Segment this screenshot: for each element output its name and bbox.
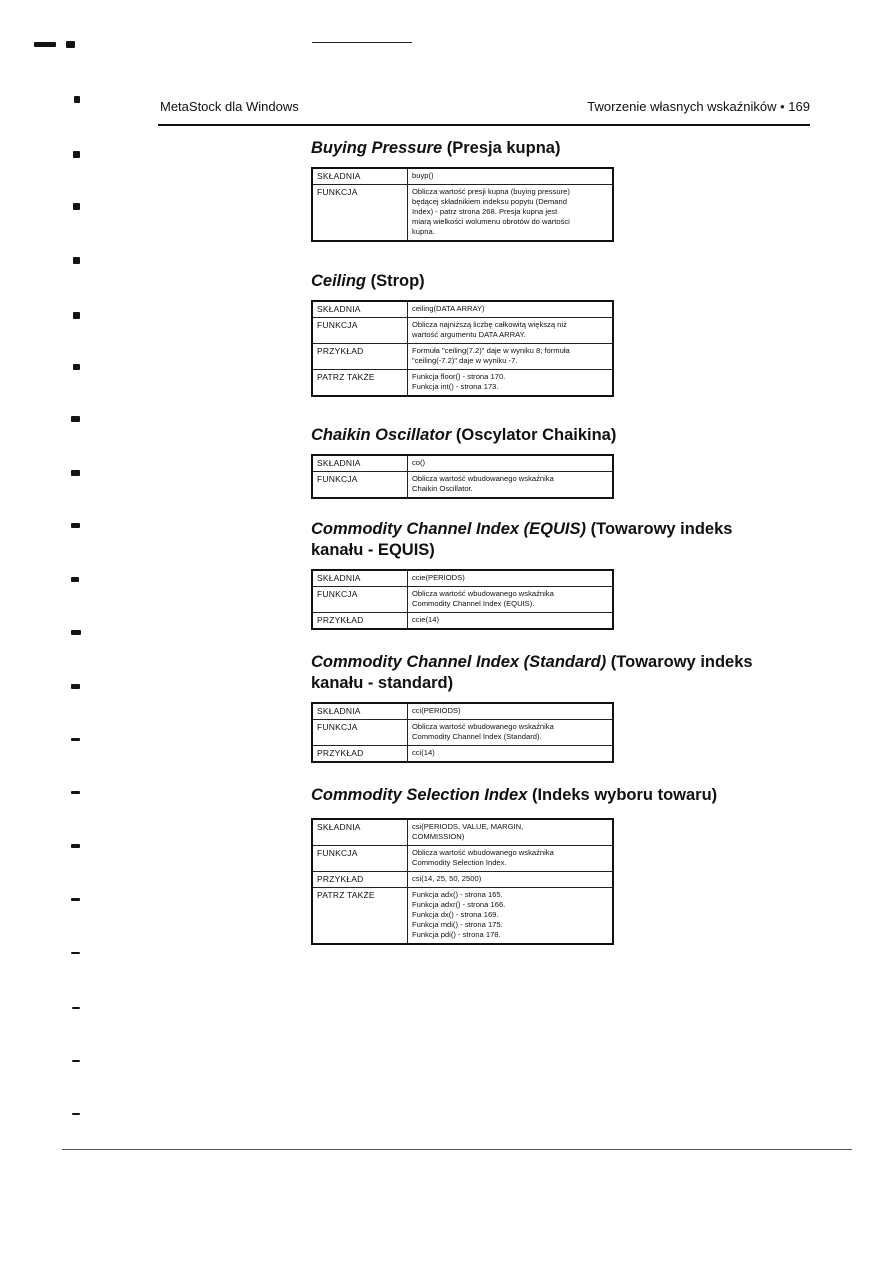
row-value-line: "ceiling(-7.2)" daje w wyniku -7. (412, 356, 518, 365)
row-value-line: Oblicza wartość wbudowanego wskaźnika (412, 848, 554, 857)
function-table (311, 569, 614, 630)
table-row (312, 570, 613, 587)
title-polish: (Oscylator Chaikina) (455, 426, 617, 444)
row-value-line: Commodity Channel Index (Standard). (412, 732, 542, 741)
title-polish: (Presja kupna) (446, 139, 561, 157)
row-label: PRZYKŁAD (312, 746, 408, 763)
row-label: PRZYKŁAD (312, 344, 408, 370)
table-row (312, 746, 613, 763)
row-value (408, 168, 614, 185)
title-polish: (Indeks wyboru towaru) (531, 786, 718, 804)
binder-hole-mark (73, 257, 80, 264)
binder-hole-mark (73, 312, 80, 319)
row-value (408, 846, 614, 872)
function-table (311, 702, 614, 763)
row-value-line: Oblicza wartość wbudowanego wskaźnika (412, 589, 554, 598)
row-value (408, 888, 614, 945)
row-value (408, 587, 614, 613)
row-label: FUNKCJA (312, 720, 408, 746)
section-chaikin-oscillator (311, 425, 781, 499)
row-label: PRZYKŁAD (312, 872, 408, 888)
row-value (408, 455, 614, 472)
section-csi (311, 785, 781, 945)
table-row (312, 720, 613, 746)
function-table (311, 167, 614, 242)
row-value-line: Funkcja adx() - strona 165. (412, 890, 503, 899)
row-value-line: Funkcja mdi() - strona 175. (412, 920, 503, 929)
row-value-line: wartość argumentu DATA ARRAY. (412, 330, 526, 339)
row-value (408, 703, 614, 720)
title-polish: (Strop) (370, 272, 425, 290)
binder-hole-mark (34, 42, 56, 47)
row-label: FUNKCJA (312, 318, 408, 344)
table-row (312, 819, 613, 846)
section-title (311, 652, 781, 694)
binder-hole-mark (71, 738, 80, 741)
row-value (408, 301, 614, 318)
section-buying-pressure (311, 138, 781, 242)
table-row (312, 587, 613, 613)
section-cci-equis (311, 519, 781, 630)
table-row (312, 318, 613, 344)
table-row (312, 613, 613, 630)
row-value-line: Funkcja dx() - strona 169. (412, 910, 499, 919)
row-value-line: COMMISSION) (412, 832, 465, 841)
title-english: Commodity Channel Index (Standard) (311, 653, 607, 671)
row-value-line: Commodity Selection Index. (412, 858, 507, 867)
row-value-line: ccie(PERIODS) (412, 573, 465, 582)
table-row (312, 185, 613, 242)
row-value-line: buyp() (412, 171, 434, 180)
row-value (408, 570, 614, 587)
binder-hole-mark (71, 577, 79, 582)
row-value (408, 344, 614, 370)
header-rule (158, 124, 810, 126)
section-title (311, 271, 781, 292)
binder-hole-mark (71, 844, 80, 848)
row-value-line: Index) - patrz strona 268. Presja kupna jest (412, 207, 558, 216)
row-value (408, 613, 614, 630)
row-label: FUNKCJA (312, 472, 408, 499)
row-value (408, 872, 614, 888)
row-label: PATRZ TAKŻE (312, 888, 408, 945)
row-label: SKŁADNIA (312, 703, 408, 720)
table-row (312, 455, 613, 472)
section-title (311, 425, 781, 446)
section-cci-standard (311, 652, 781, 763)
function-table (311, 300, 614, 397)
title-english: Ceiling (311, 272, 367, 290)
table-row (312, 344, 613, 370)
row-value-line: miarą wielkości wolumenu obrotów do wartości (412, 217, 570, 226)
row-value-line: Chaikin Oscillator. (412, 484, 473, 493)
binder-hole-mark (66, 41, 75, 48)
row-value-line: Oblicza wartość wbudowanego wskaźnika (412, 474, 554, 483)
row-value (408, 746, 614, 763)
row-label: SKŁADNIA (312, 570, 408, 587)
row-value-line: Funkcja floor() - strona 170. (412, 372, 506, 381)
function-table (311, 454, 614, 499)
running-header (160, 99, 810, 119)
title-english: Commodity Channel Index (EQUIS) (311, 520, 587, 538)
title-polish: (Towarowy indeks kanału - EQUIS) (311, 520, 733, 559)
row-value-line: Oblicza wartość wbudowanego wskaźnika (412, 722, 554, 731)
row-value-line: Funkcja pdi() - strona 178. (412, 930, 501, 939)
row-label: FUNKCJA (312, 587, 408, 613)
row-value-line: csi(PERIODS, VALUE, MARGIN, (412, 822, 524, 831)
header-publication-title: MetaStock dla Windows (160, 99, 299, 114)
row-value (408, 185, 614, 242)
binder-hole-mark (73, 151, 80, 158)
header-chapter-page: Tworzenie własnych wskaźników • 169 (587, 99, 810, 114)
row-label: SKŁADNIA (312, 455, 408, 472)
row-value (408, 318, 614, 344)
binder-hole-mark (71, 630, 81, 635)
row-value-line: ccie(14) (412, 615, 440, 624)
binder-hole-mark (71, 898, 80, 901)
row-label: SKŁADNIA (312, 301, 408, 318)
binder-hole-mark (74, 96, 80, 103)
row-value-line: Commodity Channel Index (EQUIS). (412, 599, 535, 608)
row-value-line: Formuła "ceiling(7.2)" daje w wyniku 8; formuła (412, 346, 570, 355)
row-value-line: Funkcja int() - strona 173. (412, 382, 499, 391)
row-label: SKŁADNIA (312, 168, 408, 185)
binder-hole-mark (71, 791, 80, 794)
section-ceiling (311, 271, 781, 397)
row-value-line: csi(14, 25, 50, 2500) (412, 874, 482, 883)
row-value-line: cci(PERIODS) (412, 706, 461, 715)
row-value (408, 720, 614, 746)
section-title (311, 785, 781, 806)
binder-hole-mark (73, 203, 80, 210)
row-value (408, 819, 614, 846)
row-value-line: ceiling(DATA ARRAY) (412, 304, 485, 313)
row-value-line: kupna. (412, 227, 435, 236)
title-english: Commodity Selection Index (311, 786, 528, 804)
binder-hole-mark (73, 364, 80, 370)
binder-hole-mark (72, 1113, 80, 1115)
section-title (311, 138, 781, 159)
binder-hole-mark (71, 470, 80, 476)
row-value-line: będącej składnikiem indeksu popytu (Demand (412, 197, 567, 206)
table-row (312, 888, 613, 945)
row-value-line: Oblicza najniższą liczbę całkowitą większą niż (412, 320, 567, 329)
row-value (408, 370, 614, 397)
binder-hole-mark (71, 684, 80, 689)
section-title (311, 519, 781, 561)
binder-hole-mark (72, 1007, 80, 1009)
binder-hole-mark (72, 1060, 80, 1062)
row-label: PRZYKŁAD (312, 613, 408, 630)
title-polish: (Towarowy indeks kanału - standard) (311, 653, 753, 692)
binder-hole-mark (71, 952, 80, 954)
table-row (312, 370, 613, 397)
row-value-line: Oblicza wartość presji kupna (buying pressure) (412, 187, 570, 196)
binder-hole-mark (71, 416, 80, 422)
table-row (312, 168, 613, 185)
row-value-line: cci(14) (412, 748, 435, 757)
table-row (312, 472, 613, 499)
top-scan-line (312, 42, 412, 43)
table-row (312, 703, 613, 720)
table-row (312, 872, 613, 888)
row-value-line: Funkcja adxr() - strona 166. (412, 900, 506, 909)
table-row (312, 301, 613, 318)
function-table (311, 818, 614, 945)
bottom-scan-line (62, 1149, 852, 1150)
row-label: SKŁADNIA (312, 819, 408, 846)
table-row (312, 846, 613, 872)
row-value (408, 472, 614, 499)
row-label: FUNKCJA (312, 185, 408, 242)
row-value-line: co() (412, 458, 426, 467)
row-label: PATRZ TAKŻE (312, 370, 408, 397)
title-english: Chaikin Oscillator (311, 426, 452, 444)
title-english: Buying Pressure (311, 139, 443, 157)
binder-hole-mark (71, 523, 80, 528)
row-label: FUNKCJA (312, 846, 408, 872)
